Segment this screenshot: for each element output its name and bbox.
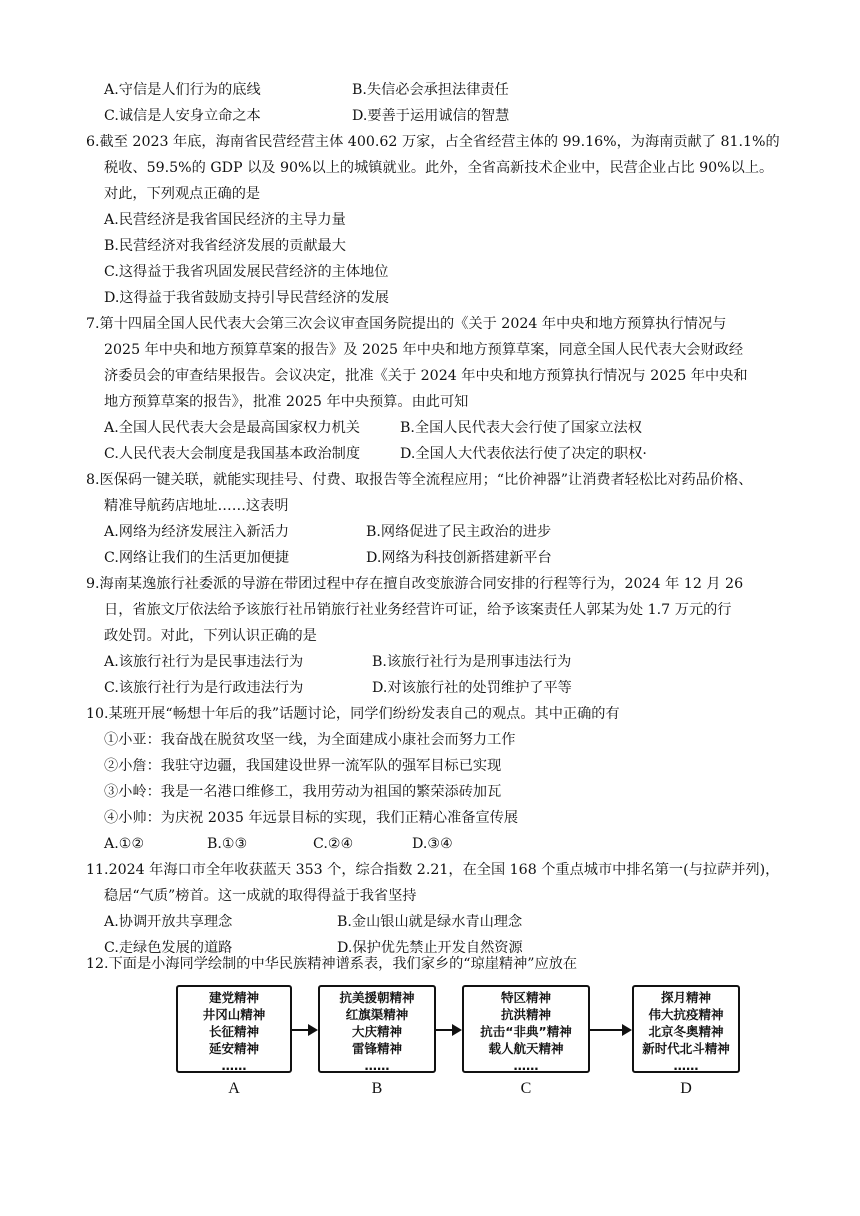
q7-options-row-1 — [104, 418, 642, 438]
q10-item-1: ①小亚：我奋战在脱贫攻坚一线，为全面建成小康社会而努力工作 — [104, 732, 516, 748]
q9-option-d: D.对该旅行社的处罚维护了平等 — [372, 680, 572, 696]
spirit-item: 雷锋精神 — [351, 1041, 402, 1056]
box-label-c: C — [520, 1080, 532, 1097]
q11-option-c: C.走绿色发展的道路 — [104, 940, 233, 956]
spirit-item: 建党精神 — [208, 990, 259, 1005]
spirit-item-ellipsis: …… — [513, 1058, 539, 1073]
q5-option-c: C.诚信是人安身立命之本 — [104, 108, 261, 124]
spirit-item: 抗美援朝精神 — [339, 990, 415, 1005]
spirit-item: 载人航天精神 — [488, 1041, 564, 1056]
q5-options-row-2 — [104, 106, 509, 126]
spirit-item: 特区精神 — [500, 990, 551, 1005]
q7-stem-line-4: 地方预算草案的报告》，批准 2025 年中央预算。由此可知 — [104, 394, 469, 410]
spirit-item: 井冈山精神 — [202, 1007, 266, 1022]
q10-item-3: ③小岭：我是一名港口维修工，我用劳动为祖国的繁荣添砖加瓦 — [104, 784, 502, 800]
q8-option-b: B.网络促进了民主政治的进步 — [366, 524, 552, 540]
q7-stem-line-2: 2025 年中央和地方预算草案的报告》及 2025 年中央和地方预算草案，同意全国人民代表大会财政经 — [104, 342, 744, 358]
q9-stem-line-1: 9.海南某逸旅行社委派的导游在带团过程中存在擅自改变旅游合同安排的行程等行为，2024 年 12 月 26 — [86, 576, 744, 592]
q6-stem-line-3: 对此，下列观点正确的是 — [104, 186, 261, 202]
q8-option-c: C.网络让我们的生活更加便捷 — [104, 550, 290, 566]
spirit-item: 红旗渠精神 — [345, 1007, 409, 1022]
spirit-item: 新时代北斗精神 — [642, 1041, 730, 1056]
q5-options-row-1 — [104, 80, 509, 100]
spirit-item: 大庆精神 — [351, 1024, 402, 1039]
q10-option-c: C.②④ — [313, 836, 354, 852]
q10-option-a: A.①② — [104, 836, 145, 852]
spirit-item: 长征精神 — [208, 1024, 259, 1039]
q8-options-row-2 — [104, 548, 552, 568]
box-label-b: B — [371, 1080, 383, 1097]
spirit-box-d — [632, 985, 740, 1073]
q9-options-row-2 — [104, 678, 572, 698]
q8-option-d: D.网络为科技创新搭建新平台 — [366, 550, 552, 566]
q5-option-b: B.失信必会承担法律责任 — [352, 82, 509, 98]
q8-stem-line-1: 8.医保码一键关联，就能实现挂号、付费、取报告等全流程应用；“比价神器”让消费者轻松比对药品价格、 — [86, 472, 753, 488]
q9-option-c: C.该旅行社行为是行政违法行为 — [104, 680, 304, 696]
q5-option-d: D.要善于运用诚信的智慧 — [352, 108, 510, 124]
q7-option-a: A.全国人民代表大会是最高国家权力机关 — [104, 420, 360, 436]
q9-stem-line-3: 政处罚。对此，下列认识正确的是 — [104, 628, 317, 644]
q7-option-c: C.人民代表大会制度是我国基本政治制度 — [104, 446, 361, 462]
spirit-item: 抗洪精神 — [500, 1007, 551, 1022]
arrow-c-to-d — [590, 1024, 632, 1036]
spirit-item: 延安精神 — [208, 1041, 259, 1056]
q6-option-a: A.民营经济是我省国民经济的主导力量 — [104, 212, 346, 228]
spirit-item: 北京冬奥精神 — [648, 1024, 724, 1039]
q10-item-4: ④小帅：为庆祝 2035 年远景目标的实现，我们正精心准备宣传展 — [104, 810, 519, 826]
q9-option-b: B.该旅行社行为是刑事违法行为 — [372, 654, 572, 670]
q6-option-b: B.民营经济对我省经济发展的贡献最大 — [104, 238, 346, 254]
q9-stem-line-2: 日，省旅文厅依法给予该旅行社吊销旅行社业务经营许可证，给予该案责任人郭某为处 1.7 万元的行 — [104, 602, 732, 618]
q10-item-2: ②小詹：我驻守边疆，我国建设世界一流军队的强军目标已实现 — [104, 758, 502, 774]
q11-stem-line-2: 稳居“气质”榜首。这一成就的取得得益于我省坚持 — [104, 888, 417, 904]
arrow-a-to-b — [292, 1024, 318, 1036]
q11-option-b: B.金山银山就是绿水青山理念 — [337, 914, 523, 930]
q7-options-row-2 — [104, 444, 647, 464]
q7-option-b: B.全国人民代表大会行使了国家立法权 — [400, 420, 642, 436]
spirit-item-ellipsis: …… — [221, 1058, 247, 1073]
spirit-item: 抗击“非典”精神 — [480, 1024, 572, 1039]
spirit-item-ellipsis: …… — [364, 1058, 390, 1073]
q8-stem-line-2: 精准导航药店地址……这表明 — [104, 498, 289, 514]
q7-option-d: D.全国人大代表依法行使了决定的职权· — [400, 446, 647, 462]
q12-stem: 12.下面是小海同学绘制的中华民族精神谱系表，我们家乡的“琼崖精神”应放在 — [86, 956, 578, 972]
q5-option-a: A.守信是人们行为的底线 — [104, 82, 261, 98]
q9-options-row-1 — [104, 652, 571, 672]
q9-option-a: A.该旅行社行为是民事违法行为 — [104, 654, 304, 670]
q6-option-d: D.这得益于我省鼓励支持引导民营经济的发展 — [104, 290, 389, 306]
q10-option-d: D.③④ — [412, 836, 453, 852]
q7-stem-line-3: 济委员会的审查结果报告。会议决定，批准《关于 2024 年中央和地方预算执行情况与 2025 年中央和 — [104, 368, 748, 384]
q10-stem: 10.某班开展“畅想十年后的我”话题讨论，同学们纷纷发表自己的观点。其中正确的有 — [86, 706, 620, 722]
q6-option-c: C.这得益于我省巩固发展民营经济的主体地位 — [104, 264, 389, 280]
spirit-item-ellipsis: …… — [673, 1058, 699, 1073]
spirit-item: 探月精神 — [660, 990, 711, 1005]
q10-options-row — [104, 834, 453, 854]
q6-stem-line-1: 6.截至 2023 年底，海南省民营经营主体 400.62 万家，占全省经营主体的 99.16%，为海南贡献了 81.1%的 — [86, 134, 780, 150]
q11-option-d: D.保护优先禁止开发自然资源 — [337, 940, 523, 956]
q10-option-b: B.①③ — [207, 836, 248, 852]
q11-options-row-1 — [104, 912, 522, 932]
spirit-box-c — [462, 985, 590, 1073]
q6-stem-line-2: 税收、59.5%的 GDP 以及 90%以上的城镇就业。此外，全省高新技术企业中，民营企业占比 90%以上。 — [104, 160, 774, 176]
box-label-d: D — [680, 1080, 692, 1097]
arrow-b-to-c — [436, 1024, 462, 1036]
spirit-box-b — [318, 985, 436, 1073]
spirit-item: 伟大抗疫精神 — [648, 1007, 724, 1022]
spirit-box-a — [176, 985, 292, 1073]
box-label-a: A — [228, 1080, 240, 1097]
q11-stem-line-1: 11.2024 年海口市全年收获蓝天 353 个，综合指数 2.21，在全国 168 个重点城市中排名第一(与拉萨并列)， — [86, 862, 780, 878]
q8-option-a: A.网络为经济发展注入新活力 — [104, 524, 290, 540]
q11-option-a: A.协调开放共享理念 — [104, 914, 233, 930]
q7-stem-line-1: 7.第十四届全国人民代表大会第三次会议审查国务院提出的《关于 2024 年中央和地方预算执行情况与 — [86, 316, 727, 332]
q8-options-row-1 — [104, 522, 551, 542]
